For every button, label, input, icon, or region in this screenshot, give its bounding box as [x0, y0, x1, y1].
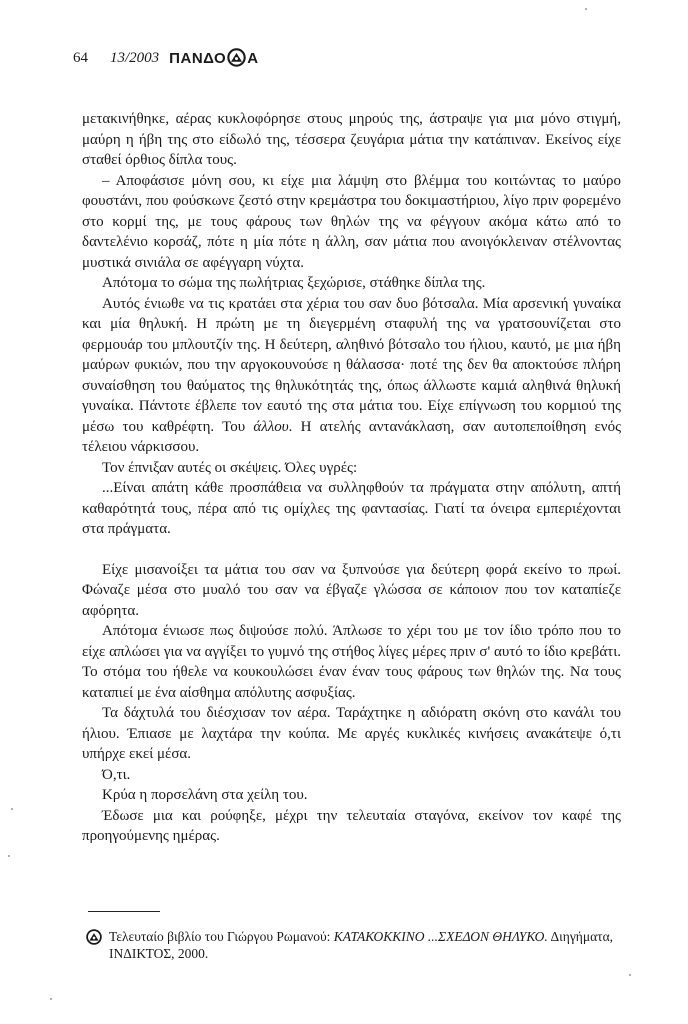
- footnote-prefix: Τελευταίο βιβλίο του Γιώργου Ρωμανού:: [109, 929, 334, 944]
- paragraph: ...Είναι απάτη κάθε προσπάθεια να συλληφθούν τα πράγματα στην απόλυτη, απτή καθαρότητά τους, πέρα από τις ομίχλες της φαντασίας. Γιατί τα όνειρα εμπεριέχονται στα πράγματα.: [82, 480, 621, 537]
- article-body: [82, 109, 621, 847]
- pandora-logo-icon: [227, 48, 246, 67]
- paragraph: Απότομα ένιωσε πως διψούσε πολύ. Άπλωσε το χέρι του με τον ίδιο τρόπο που το είχε απλώσει για να αγγίξει το γυμνό της στήθος λίγες μέρες πριν σ' αυτό το ίδιο κρεβάτι. Το στόμα του ήθελε να κουκουλώσει έναν έναν τους φάρους των θηλών της. Να τους καταπιεί με ένα αίσθημα απόλυτης ασφυξίας.: [82, 623, 621, 701]
- paragraph: Έδωσε μια και ρούφηξε, μέχρι την τελευταία σταγόνα, εκείνον τον καφέ της προηγούμενης ημέρας.: [82, 807, 621, 844]
- scan-speck: [50, 998, 52, 1000]
- footnote-rule: [88, 911, 160, 912]
- page-number: 64: [73, 49, 88, 66]
- scan-speck: [11, 808, 13, 810]
- scan-speck: [585, 8, 587, 10]
- paragraph-text: . Η ατελής αντανάκλαση, σαν αυτοπεποίθηση ενός τέλειου νάρκισσου.: [82, 418, 622, 455]
- paragraph: μετακινήθηκε, αέρας κυκλοφόρησε στους μηρούς της, άστραψε για μια μόνο στιγμή, μαύρη η ήβη της στο είδωλό της, τέσσερα ζευγάρια μάτια την κατάπιναν. Εκείνος είχε σταθεί όρθιος δίπλα τους.: [82, 111, 621, 168]
- paragraph: Κρύα η πορσελάνη στα χείλη του.: [102, 787, 308, 803]
- paragraph: Ό,τι.: [102, 766, 131, 783]
- paragraph: Τα δάχτυλά του διέσχισαν τον αέρα. Ταράχτηκε η αδιόρατη σκόνη στο κανάλι του ήλιου. Έπιασε με λαχτάρα την κούπα. Με αργές κυκλικές κινήσεις ανακάτεψε ό,τι υπήρχε εκεί μέσα.: [82, 705, 621, 762]
- magazine-logo: [169, 49, 258, 68]
- footnote-text: [109, 928, 631, 962]
- scan-speck: [629, 974, 631, 976]
- footnote-suffix: Διηγήματα, ΙΝΔΙΚΤΟΣ, 2000.: [109, 929, 614, 961]
- scan-speck: [8, 855, 10, 857]
- paragraph: – Αποφάσισε μόνη σου, κι είχε μια λάμψη στο βλέμμα του κοιτώντας το μαύρο φουστάνι, που φούσκωνε ζεστό στην κρεμάστρα του δοκιμαστήριου, λίγο πριν φορεμένο στο κορμί της, με τους φάρους των θηλών της να φέγγουν ακόμα κάτω από το δαντελένιο κορσάζ, πότε η μία πότε η άλλη, σαν μάτια που ανοιγόκλειναν στέλνοντας μυστικά σινιάλα σε αφέγγαρη νύχτα.: [82, 172, 621, 271]
- paragraph: Τον έπνιξαν αυτές οι σκέψεις. Όλες υγρές:: [102, 459, 358, 476]
- running-header: [73, 44, 259, 72]
- paragraph-text: Αυτός ένιωθε να τις κρατάει στα χέρια του σαν δυο βότσαλα. Μία αρσενική γυναίκα και μία θηλυκή. Η πρώτη με τη διεγερμένη σταφυλή της να γρατσουνίζεται στο φερμουάρ του μπλουτζίν της. Η δεύτερη, αληθινό βότσαλο του ήλιου, καυτό, με μια ήβη μαύρων φυκιών, που την αργοκουνούσε η θάλασσα· ποτέ της δεν θα αποκτούσε πλήρη συναίσθηση του θαύματος της θηλυκότητάς της, όπως άλλωστε καμιά αληθινά θηλυκή γυναίκα. Πάντοτε έβλεπε τον εαυτό της στα μάτια του. Είχε επίγνωση του κορμιού της μέσω του καθρέφτη. Του: [82, 295, 621, 435]
- issue-number: 13/2003: [110, 49, 160, 66]
- emphasis-text: άλλου: [253, 418, 289, 435]
- paragraph: Απότομα το σώμα της πωλήτριας ξεχώρισε, στάθηκε δίπλα της.: [102, 275, 486, 291]
- footnote-book-title: ΚΑΤΑΚΟΚΚΙΝΟ ...ΣΧΕΔΟΝ ΘΗΛΥΚΟ.: [333, 929, 548, 944]
- section-break: [82, 540, 621, 560]
- pandora-footnote-icon: [86, 929, 102, 945]
- logo-text-right: Α: [247, 49, 259, 67]
- paragraph: Είχε μισανοίξει τα μάτια του σαν να ξυπνούσε για δεύτερη φορά εκείνο το πρωί. Φώναζε μέσα στο μυαλό του σαν να έβγαζε γλώσσα σε κάποιον που τον καταπίεζε αφόρητα.: [82, 561, 621, 619]
- logo-text-left: ΠΑΝΔΟ: [169, 49, 227, 67]
- footnote: [86, 928, 631, 962]
- paragraph: [82, 294, 621, 458]
